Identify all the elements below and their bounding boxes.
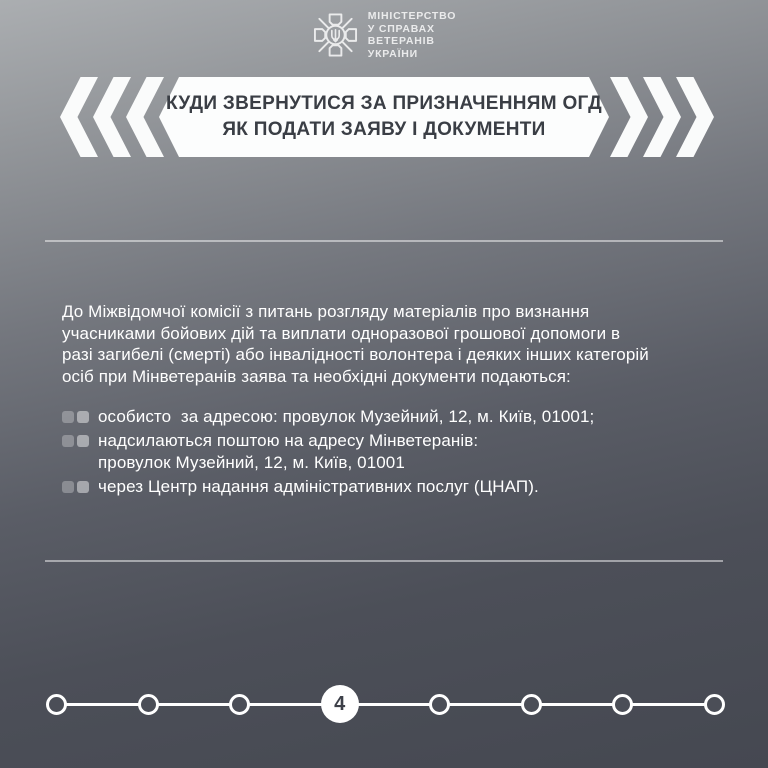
double-square-bullet-icon (62, 435, 89, 447)
page-dot[interactable] (46, 694, 67, 715)
header (0, 9, 768, 61)
ministry-name-line: ВЕТЕРАНІВ (367, 35, 435, 47)
bullet-line-continuation: провулок Музейний, 12, м. Київ, 01001 (98, 453, 405, 472)
list-item-text (98, 430, 478, 474)
intro-line: разі загибелі (смерті) або інвалідності волонтера і деяких інших категорій (62, 345, 649, 365)
page-dot[interactable] (429, 694, 450, 715)
divider-top (45, 240, 723, 242)
intro-line: До Міжвідомчої комісії з питань розгляду матеріалів про визнання (62, 302, 590, 321)
page-title-line2: ЯК ПОДАТИ ЗАЯВУ І ДОКУМЕНТИ (222, 119, 546, 140)
bullet-line: особисто за адресою: провулок Музейний, 12, м. Київ, 01001; (98, 407, 595, 426)
ministry-name-line: МІНІСТЕРСТВО (367, 10, 457, 22)
page-dot[interactable] (704, 694, 725, 715)
bullet-line: надсилаються поштою на адресу Мінветеранів: (98, 431, 479, 450)
page-dot-active[interactable]: 4 (321, 685, 359, 723)
ministry-name (368, 10, 456, 60)
pagination (46, 684, 725, 724)
double-square-bullet-icon (62, 481, 89, 493)
page-dot[interactable] (521, 694, 542, 715)
ministry-emblem-icon (312, 9, 359, 61)
page-dot[interactable] (612, 694, 633, 715)
intro-line: осіб при Мінветеранів заява та необхідні документи подаються: (62, 366, 571, 386)
double-square-bullet-icon (62, 411, 89, 423)
divider-bottom (45, 560, 723, 562)
list-item-text (98, 476, 539, 498)
list-item (62, 406, 594, 428)
list-item (62, 430, 594, 474)
intro-line: учасниками бойових дій та виплати одноразової грошової допомоги в (62, 323, 621, 343)
bullet-line: через Центр надання адміністративних послуг (ЦНАП). (98, 477, 539, 496)
title-banner (0, 77, 768, 157)
page-title-line1: КУДИ ЗВЕРНУТИСЯ ЗА ПРИЗНАЧЕННЯМ ОГД (166, 93, 602, 114)
intro-paragraph (62, 301, 649, 387)
page-dot[interactable] (138, 694, 159, 715)
bullet-list (62, 406, 594, 500)
page-title (0, 77, 768, 157)
list-item (62, 476, 594, 498)
ministry-name-line: У СПРАВАХ (367, 22, 435, 35)
list-item-text (98, 406, 594, 428)
ministry-name-line: УКРАЇНИ (367, 47, 418, 60)
page-dot[interactable] (229, 694, 250, 715)
